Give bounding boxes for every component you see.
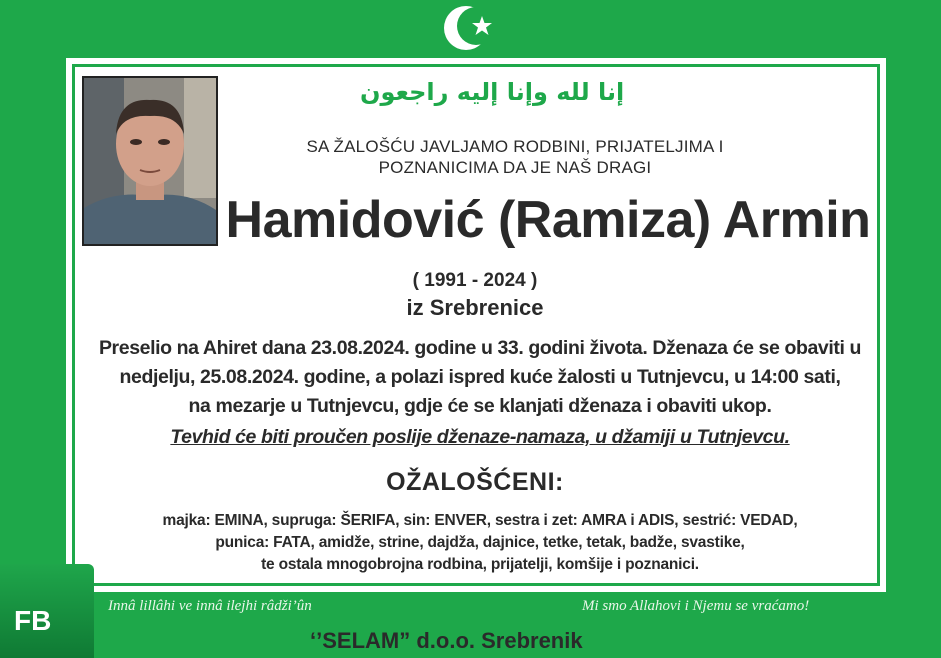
mourners-line: punica: FATA, amidže, strine, dajdža, dajnice, tetke, tetak, badže, svastike, — [215, 534, 745, 551]
details-line: nedjelju, 25.08.2024. godine, a polazi ispred kuće žalosti u Tutnjevcu, u 14:00 sati, — [119, 366, 841, 388]
arabic-verse: إنا لله وإنا إليه راجعون — [360, 78, 625, 106]
mourners-line: te ostala mnogobrojna rodbina, prijatelji, komšije i poznanici. — [261, 556, 699, 573]
life-years: ( 1991 - 2024 ) — [412, 270, 538, 291]
mourners-line: majka: EMINA, supruga: ŠERIFA, sin: ENVER, sestra i zet: AMRA i ADIS, sestrić: VEDAD, — [162, 512, 798, 529]
intro-line: POZNANICIMA DA JE NAŠ DRAGI — [378, 158, 652, 177]
deceased-photo — [82, 76, 218, 246]
footer-transliteration: Innâ lillâhi ve innâ ilejhi râdži’ûn — [108, 598, 312, 614]
tevhid-notice: Tevhid će biti proučen poslije dženaze-namaza, u džamiji u Tutnjevcu. — [170, 426, 790, 448]
mourners-heading: OŽALOŠĆENI: — [386, 468, 564, 496]
mourners-list — [90, 510, 870, 576]
origin-place: iz Srebrenice — [406, 295, 544, 320]
intro-text — [250, 136, 780, 178]
crescent-star-icon — [440, 2, 500, 54]
deceased-name: Hamidović (Ramiza) Armin — [225, 191, 871, 249]
footer-translation: Mi smo Allahovi i Njemu se vraćamo! — [582, 598, 810, 614]
details-line: Preselio na Ahiret dana 23.08.2024. godine u 33. godini života. Dženaza će se obaviti u — [98, 337, 862, 359]
details-line: na mezarje u Tutnjevcu, gdje će se klanjati dženaza i obaviti ukop. — [188, 395, 772, 417]
fb-label[interactable]: FB — [14, 605, 52, 636]
company-name: ‘’SELAM” d.o.o. Srebrenik — [310, 628, 583, 653]
intro-line: SA ŽALOŠĆU JAVLJAMO RODBINI, PRIJATELJIMA I — [306, 137, 724, 156]
funeral-details — [80, 334, 880, 421]
